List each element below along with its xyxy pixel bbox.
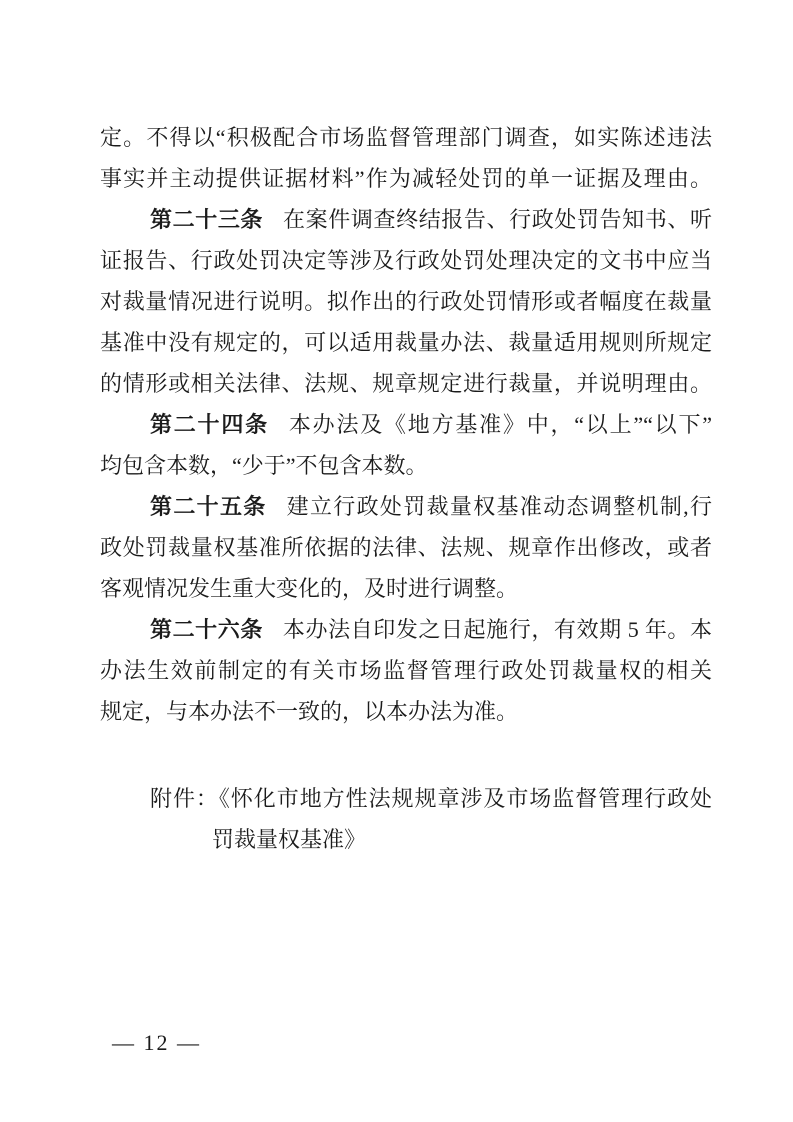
text-line: 的情形或相关法律、法规、规章规定进行裁量，并说明理由。	[100, 371, 712, 396]
article-first-line: 本办法自印发之日起施行，有效期 5 年。本	[282, 617, 712, 642]
text-line: 办法生效前制定的有关市场监督管理行政处罚裁量权的相关	[100, 658, 712, 683]
text-line	[100, 609, 712, 650]
article-heading: 第二十五条	[150, 494, 267, 519]
paragraph-continuation	[100, 117, 712, 199]
text-line: 规定，与本办法不一致的，以本办法为准。	[100, 699, 519, 724]
text-line	[100, 199, 712, 240]
text-line	[100, 486, 712, 527]
article-heading: 第二十四条	[150, 412, 269, 437]
paragraph-article-24	[100, 404, 712, 486]
article-first-line: 本办法及《地方基准》中，“以上”“以下”	[288, 412, 712, 437]
document-body	[100, 117, 712, 860]
text-line: 对裁量情况进行说明。拟作出的行政处罚情形或者幅度在裁量	[100, 289, 712, 314]
text-line: 政处罚裁量权基准所依据的法律、法规、规章作出修改，或者	[100, 535, 712, 560]
attachment-line: 附件：《怀化市地方性法规规章涉及市场监督管理行政处	[150, 786, 712, 811]
attachment-note	[100, 778, 712, 860]
article-heading: 第二十六条	[150, 617, 263, 642]
article-heading: 第二十三条	[150, 207, 264, 232]
text-line: 事实并主动提供证据材料”作为减轻处罚的单一证据及理由。	[100, 166, 712, 191]
text-line	[100, 404, 712, 445]
paragraph-article-25	[100, 486, 712, 609]
article-first-line: 在案件调查终结报告、行政处罚告知书、听	[283, 207, 712, 232]
paragraph-article-23	[100, 199, 712, 404]
attachment-line: 罚裁量权基准》	[212, 827, 367, 852]
text-line: 客观情况发生重大变化的，及时进行调整。	[100, 576, 519, 601]
text-line: 证报告、行政处罚决定等涉及行政处罚处理决定的文书中应当	[100, 248, 712, 273]
paragraph-article-26	[100, 609, 712, 732]
article-first-line: 建立行政处罚裁量权基准动态调整机制,行	[286, 494, 712, 519]
text-line: 基准中没有规定的，可以适用裁量办法、裁量适用规则所规定	[100, 330, 712, 355]
text-line: 定。不得以“积极配合市场监督管理部门调查，如实陈述违法	[100, 125, 712, 150]
page-number: — 12 —	[112, 1030, 201, 1055]
text-line: 均包含本数，“少于”不包含本数。	[100, 453, 428, 478]
